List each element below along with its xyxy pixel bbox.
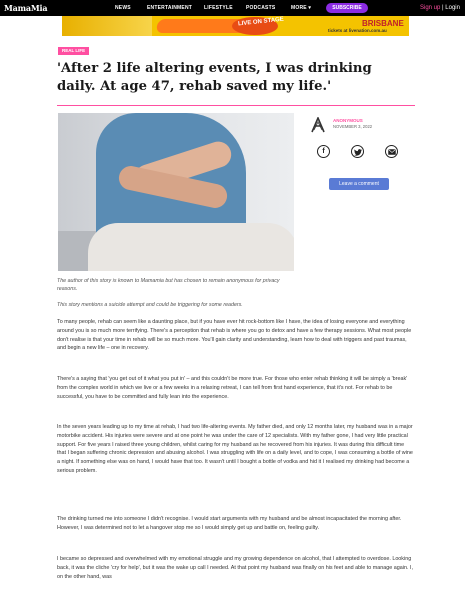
nav-podcasts[interactable]: PODCASTS (246, 5, 276, 11)
article-paragraph: The drinking turned me into someone I didn't recognise. I would start arguments with my husband and be almost incapacitated the morning after. However, I was determined not to let a hangover stop me so I would simply get up and battle on, feeling guilty. (57, 516, 402, 531)
nav-entertainment[interactable]: ENTERTAINMENT (147, 5, 193, 11)
ad-city: BRISBANE (362, 19, 404, 28)
account-links (420, 5, 460, 11)
login-link[interactable]: Login (445, 5, 460, 11)
ad-stage-label: LIVE ON STAGE (237, 16, 285, 28)
hero-legs (88, 223, 294, 271)
ad-banner[interactable] (62, 16, 409, 36)
article-headline: 'After 2 life altering events, I was drinking daily. At age 47, rehab saved my life.' (57, 61, 372, 94)
category-tag[interactable]: REAL LIFE (58, 47, 89, 55)
nav-news[interactable]: NEWS (115, 5, 131, 11)
headline-divider (57, 105, 415, 106)
nav-lifestyle[interactable]: LIFESTYLE (204, 5, 233, 11)
article-paragraph: In the seven years leading up to my time at rehab, I had two life-altering events. My father died, and only 12 months later, my husband was in a major motorbike accident. His injuries were severe and at one point he was under the care of 12 specialists. With my father gone, I had very little practical support. For five years I raised three young children, whilst caring for my husband as he recovered from his injuries. It was during this difficult time that I began suffering chronic depression and abusing alcohol. I was struggling with life on a daily level, and to cope, I was consuming a bottle of wine a night. If something else was on hand, I would have that too. It wasn't until I bought a bottle of vodka and hid it I realised my drinking had become a serious problem. (57, 424, 413, 474)
content-warning: This story mentions a suicide attempt and could be triggering for some readers. (57, 302, 243, 308)
author-name[interactable]: ANONYMOUS (333, 118, 363, 123)
nav-more[interactable]: MORE ▾ (291, 5, 312, 11)
facebook-icon[interactable]: f (317, 145, 330, 158)
article-paragraph: There's a saying that 'you get out of it what you put in' – and this couldn't be more true. For those who enter rehab thinking it will be simply a 'break' from the complex world in which we live or a few weeks in a relaxing retreat, I can tell from first hand experience, that it's not. For rehab to be successful, you have to be committed and fully lean into the experience. (57, 376, 408, 400)
ad-artwork (62, 16, 152, 36)
author-avatar-icon (311, 117, 325, 133)
image-caption: The author of this story is known to Mamamia but has chosen to remain anonymous for privacy reasons. (57, 278, 280, 292)
site-logo[interactable]: MamaMia (4, 3, 48, 13)
publish-date: NOVEMBER 3, 2022 (333, 124, 373, 129)
twitter-icon[interactable] (351, 145, 364, 158)
email-icon[interactable] (385, 145, 398, 158)
subscribe-button[interactable]: SUBSCRIBE (326, 3, 368, 13)
article-paragraph: To many people, rehab can seem like a daunting place, but if you have ever hit rock-bottom like I have, the idea of losing everyone and everything around you is so much more terrifying. There's a perception that rehab is where you go to detox and have a few therapy sessions. What most people don't realise is that your time in rehab will be so much more. You'll gain clarity and understanding, learn how to deal with triggers and past traumas, and begin a new life – one in recovery. (57, 319, 412, 352)
top-nav-bar (0, 0, 465, 16)
ad-tickets: tickets at livenation.com.au (328, 28, 387, 33)
hero-image (58, 113, 294, 271)
article-paragraph: I became so depressed and overwhelmed with my emotional struggle and my growing dependence on alcohol, that I attempted to overdose. Looking back, it was the cliche 'cry for help', but it was the wake up call I needed. At that point my husband was finally on his feet and able to manage again. I, on the other hand, was (57, 556, 413, 580)
signup-link[interactable]: Sign up (420, 5, 441, 11)
account-separator: | (440, 5, 446, 11)
leave-comment-button[interactable]: Leave a comment (329, 178, 389, 190)
